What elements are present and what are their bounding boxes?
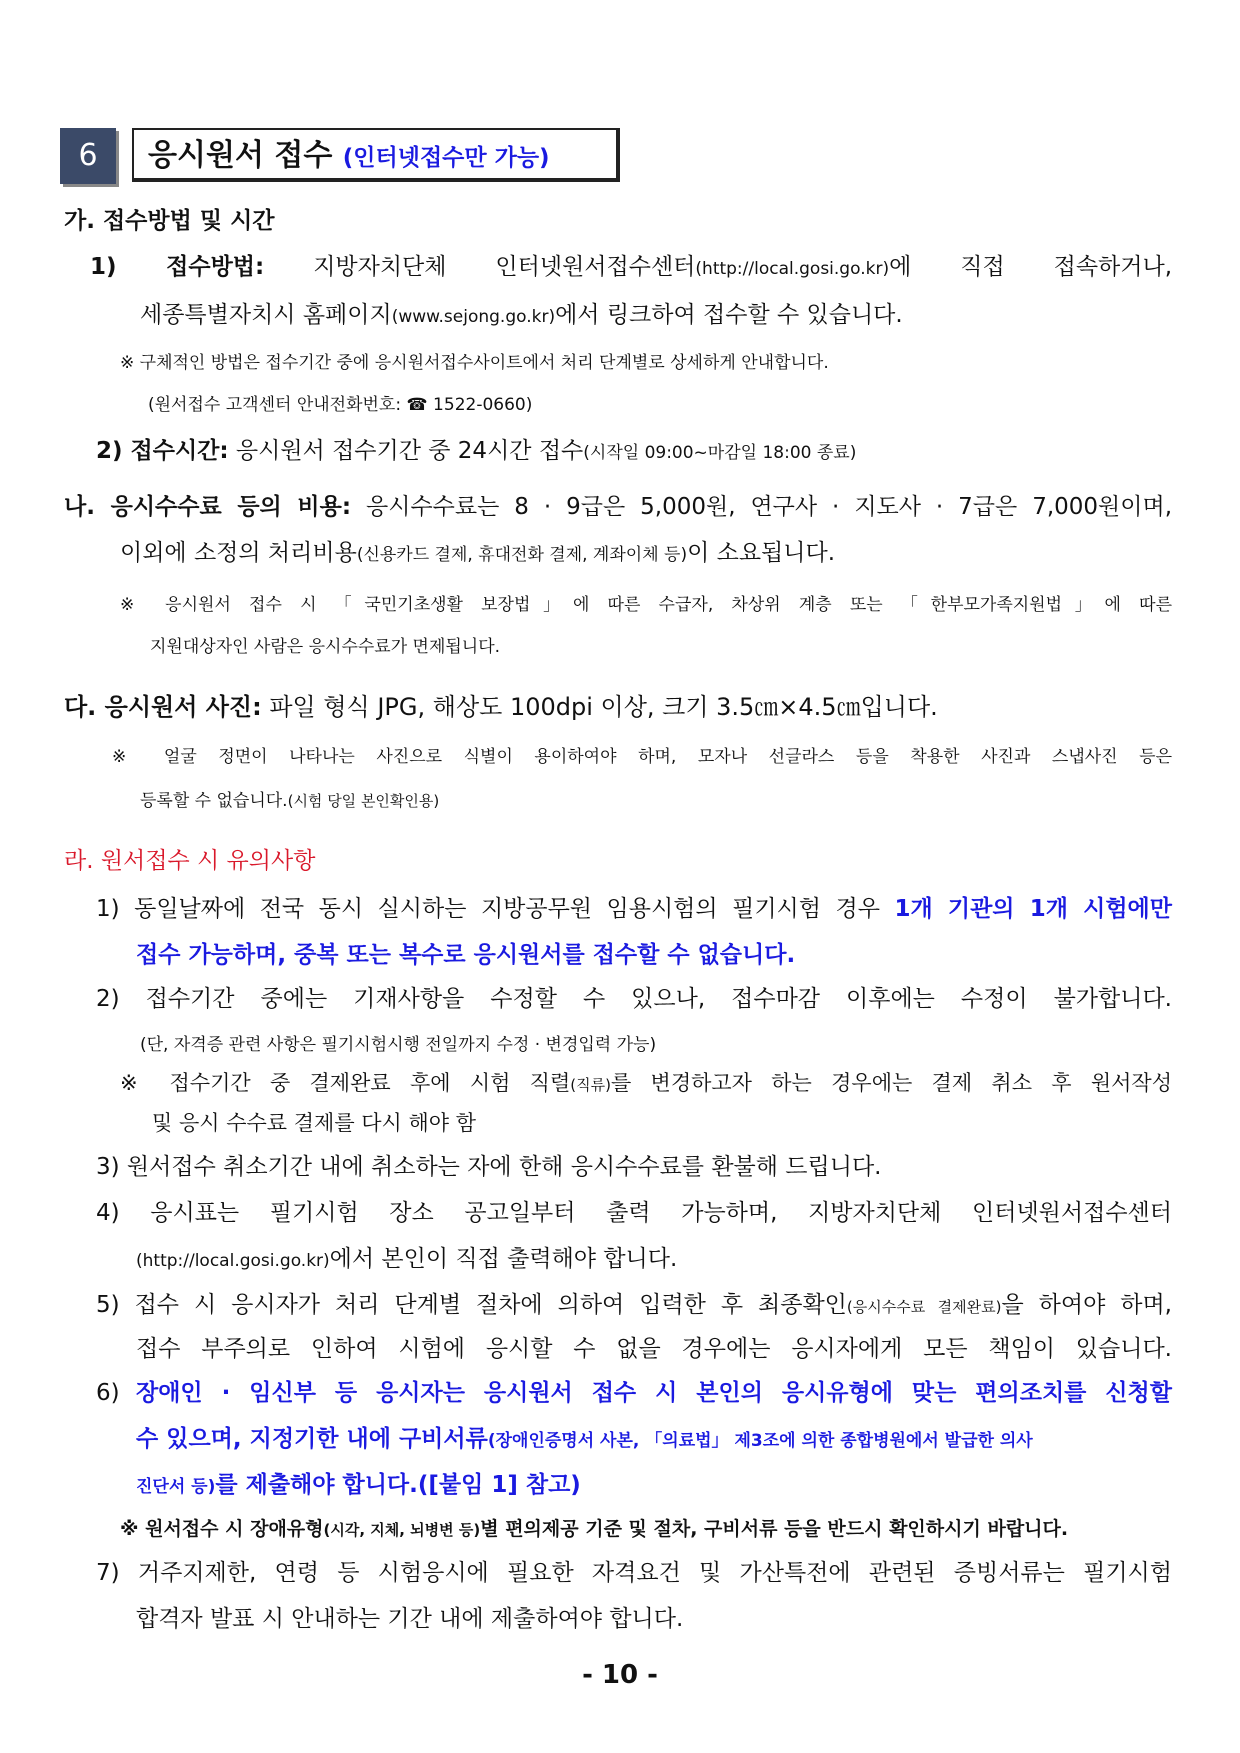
ra-item1-line1: 1) 동일날짜에 전국 동시 실시하는 지방공무원 임용시험의 필기시험 경우 1개 기관의 1개 시험에만 <box>96 896 1172 922</box>
na-line2: 이외에 소정의 처리비용(신용카드 결제, 휴대전화 결제, 계좌이체 등)이 소요됩니다. <box>120 540 836 566</box>
ra-item2-small: (단, 자격증 관련 사항은 필기시험시행 전일까지 수정 · 변경입력 가능) <box>140 1035 657 1055</box>
da-line1: 다. 응시원서 사진: 파일 형식 JPG, 해상도 100dpi 이상, 크기 3.5㎝×4.5㎝입니다. <box>64 693 938 721</box>
ra-item6-line3: 진단서 등)를 제출해야 합니다.([붙임 1] 참고) <box>136 1472 581 1498</box>
da-note2: 등록할 수 없습니다.(시험 당일 본인확인용) <box>140 791 440 811</box>
ra-item7-line1: 7) 거주지제한, 연령 등 시험응시에 필요한 자격요건 및 가산특전에 관련된 증빙서류는 필기시험 <box>96 1560 1172 1586</box>
ga-note1: ※ 구체적인 방법은 접수기간 중에 응시원서접수사이트에서 처리 단계별로 상세하게 안내합니다. <box>120 353 829 373</box>
ga-item1-line2: 세종특별자치시 홈페이지(www.sejong.go.kr)에서 링크하여 접수할 수 있습니다. <box>140 302 903 328</box>
da-note1: ※ 얼굴 정면이 나타나는 사진으로 식별이 용이하여야 하며, 모자나 선글라스 등을 착용한 사진과 스냅사진 등은 <box>112 747 1172 767</box>
ra-item6-note: ※ 원서접수 시 장애유형(시각, 지체, 뇌병변 등)별 편의제공 기준 및 절차, 구비서류 등을 반드시 확인하시기 바랍니다. <box>120 1518 1069 1540</box>
ga-note1-phone: (원서접수 고객센터 안내전화번호: ☎ 1522-0660) <box>148 395 533 415</box>
section-title: 응시원서 접수 (인터넷접수만 가능) <box>148 138 550 173</box>
ra-item2: 2) 접수기간 중에는 기재사항을 수정할 수 있으나, 접수마감 이후에는 수정이 불가합니다. <box>96 986 1172 1012</box>
ra-item6-line1: 장애인 · 임신부 등 응시자는 응시원서 접수 시 본인의 응시유형에 맞는 편의조치를 신청할 <box>136 1380 1172 1406</box>
ga-item2: 2) 접수시간: 응시원서 접수기간 중 24시간 접수(시작일 09:00~마감일 18:00 종료) <box>96 438 857 464</box>
section-title-box <box>132 128 620 182</box>
ra-item7-line2: 합격자 발표 시 안내하는 기간 내에 제출하여야 합니다. <box>136 1606 684 1632</box>
heading-ra: 라. 원서접수 시 유의사항 <box>64 848 316 874</box>
ra-item5-line2: 접수 부주의로 인하여 시험에 응시할 수 없을 경우에는 응시자에게 모든 책임이 있습니다. <box>136 1336 1172 1362</box>
ra-item4-line2: (http://local.gosi.go.kr)에서 본인이 직접 출력해야 합니다. <box>136 1246 678 1272</box>
section-number-badge: 6 <box>60 128 116 184</box>
heading-ga: 가. 접수방법 및 시간 <box>64 208 275 234</box>
na-note2: 지원대상자인 사람은 응시수수료가 면제됩니다. <box>150 637 501 657</box>
na-note1: ※ 응시원서 접수 시 「국민기초생활 보장법」에 따른 수급자, 차상위 계층 또는 「한부모가족지원법」에 따른 <box>120 595 1172 615</box>
ra-item1-line2: 접수 가능하며, 중복 또는 복수로 응시원서를 접수할 수 없습니다. <box>136 942 796 968</box>
ra-item4-line1: 4) 응시표는 필기시험 장소 공고일부터 출력 가능하며, 지방자치단체 인터넷원서접수센터 <box>96 1200 1172 1226</box>
page-number: - 10 - <box>582 1660 658 1690</box>
section-title-sub: (인터넷접수만 가능) <box>342 145 550 171</box>
ra-item5-line1: 5) 접수 시 응시자가 처리 단계별 절차에 의하여 입력한 후 최종확인(응시수수료 결제완료)을 하여야 하며, <box>96 1292 1172 1318</box>
ra-item6-line2: 수 있으며, 지정기한 내에 구비서류(장애인증명서 사본, 「의료법」 제3조에 의한 종합병원에서 발급한 의사 <box>136 1426 1033 1452</box>
ra-item2-note2: 및 응시 수수료 결제를 다시 해야 함 <box>152 1111 477 1135</box>
na-line1: 나. 응시수수료 등의 비용: 응시수수료는 8 · 9급은 5,000원, 연구사 · 지도사 · 7급은 7,000원이며, <box>64 494 1173 520</box>
ra-item3: 3) 원서접수 취소기간 내에 취소하는 자에 한해 응시수수료를 환불해 드립니다. <box>96 1154 882 1180</box>
ra-item2-note1: ※ 접수기간 중 결제완료 후에 시험 직렬(직류)를 변경하고자 하는 경우에는 결제 취소 후 원서작성 <box>120 1071 1173 1095</box>
ra-item6-number: 6) <box>96 1380 120 1406</box>
ga-item1-line1: 1) 접수방법: 지방자치단체 인터넷원서접수센터(http://local.gosi.go.kr)에 직접 접속하거나, <box>90 254 1173 280</box>
